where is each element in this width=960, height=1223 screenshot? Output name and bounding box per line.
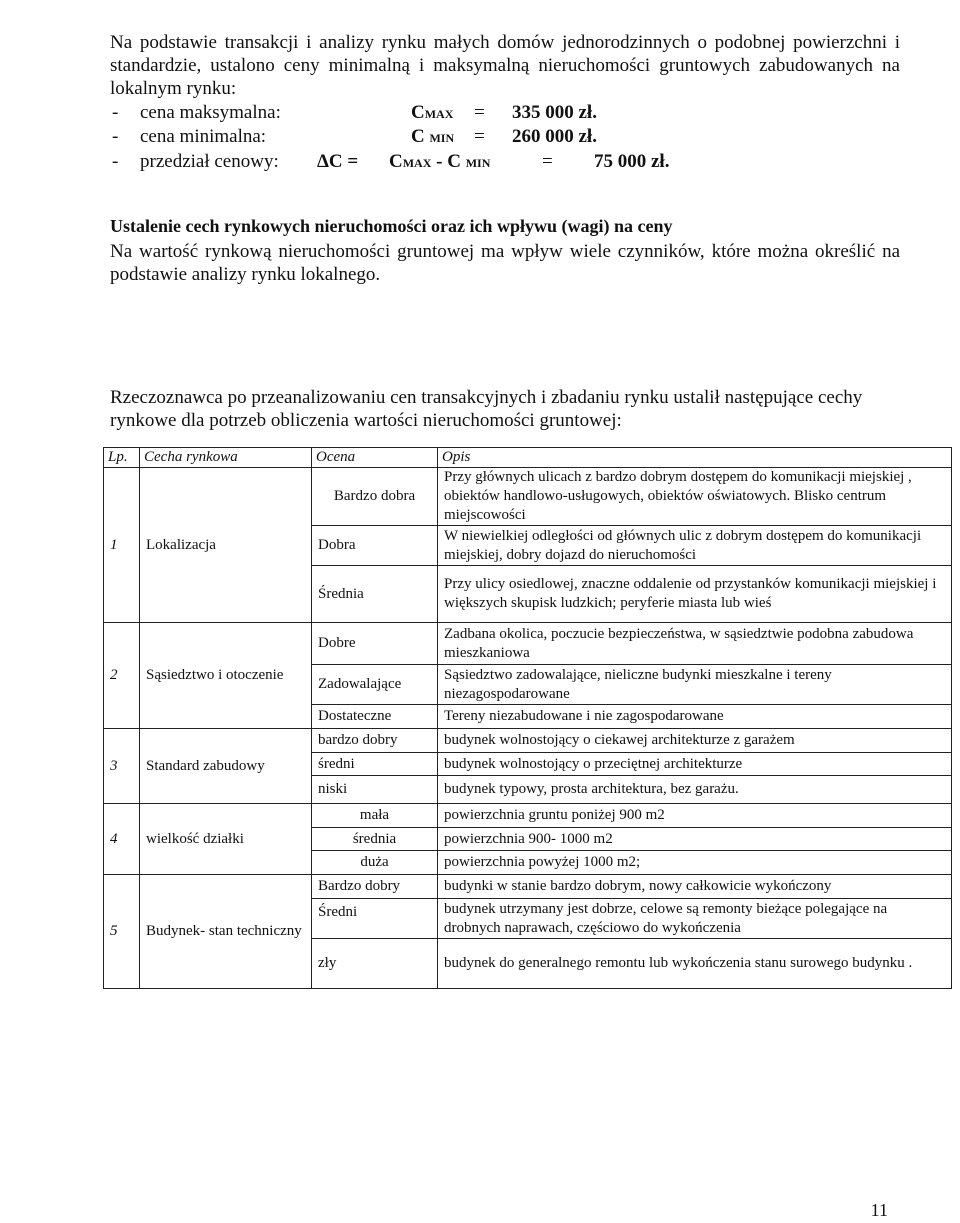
rating-cell: zły [312,939,438,989]
c-min-symbol: C MIN [411,126,455,147]
intro-paragraph: Na podstawie transakcji i analizy rynku małych domów jednorodzinnych o podobnej powierzchni i standardzie, ustalono ceny minimalną i maksymalną nieruchomości gruntowych zabudowanych na lokalnym rynku: [110,32,900,99]
section-paragraph: Na wartość rynkową nieruchomości gruntowej ma wpływ wiele czynników, które można określić na podstawie analizy rynku lokalnego. [110,241,900,285]
header-cecha: Cecha rynkowa [140,448,312,468]
rating-cell: Dobre [312,623,438,665]
feature-cell: wielkość działki [140,804,312,875]
rating-cell: Średnia [312,566,438,623]
rating-cell: Średni [312,899,438,939]
range-value: 75 000 zł. [594,151,670,172]
lp-cell: 4 [104,804,140,875]
rating-cell: Zadowalające [312,665,438,705]
feature-cell: Sąsiedztwo i otoczenie [140,623,312,729]
lp-cell: 3 [104,729,140,804]
description-cell: Zadbana okolica, poczucie bezpieczeństwa, w sąsiedztwie podobna zabudowa mieszkaniowa [438,623,952,665]
description-cell: budynek do generalnego remontu lub wykończenia stanu surowego budynku . [438,939,952,989]
description-cell: Przy głównych ulicach z bardzo dobrym dostępem do komunikacji miejskiej , obiektów handlowo-usługowych, obiektów oświatowych. Blisko centrum miejscowości [438,468,952,526]
bullet-label: cena maksymalna: [140,102,281,123]
delta-formula: CMAX - C MIN [389,151,491,172]
rating-cell: Dobra [312,526,438,566]
description-cell: Sąsiedztwo zadowalające, nieliczne budynki mieszkalne i tereny niezagospodarowane [438,665,952,705]
description-cell: budynek wolnostojący o przeciętnej architekturze [438,753,952,776]
description-cell: budynki w stanie bardzo dobrym, nowy całkowicie wykończony [438,875,952,899]
description-cell: powierzchnia powyżej 1000 m2; [438,851,952,875]
header-ocena: Ocena [312,448,438,468]
min-price-value: 260 000 zł. [512,126,597,147]
bullet-label: przedział cenowy: [140,151,279,172]
table-row [104,729,952,753]
rating-cell: bardzo dobry [312,729,438,753]
delta-c-symbol: ΔC = [317,151,359,172]
header-opis: Opis [438,448,952,468]
description-cell: W niewielkiej odległości od głównych ulic z dobrym dostępem do komunikacji miejskiej, dobry dojazd do nieruchomości [438,526,952,566]
rating-cell: niski [312,776,438,804]
lp-cell: 5 [104,875,140,989]
c-max-symbol: CMAX [411,102,454,123]
description-cell: budynek utrzymany jest dobrze, celowe są remonty bieżące polegające na drobnych naprawach, częściowo do wykończenia [438,899,952,939]
lp-cell: 1 [104,468,140,623]
header-lp: Lp. [104,448,140,468]
rating-cell: duża [312,851,438,875]
feature-cell: Standard zabudowy [140,729,312,804]
rating-cell: średnia [312,828,438,851]
feature-cell: Budynek- stan techniczny [140,875,312,989]
max-price-value: 335 000 zł. [512,102,597,123]
description-cell: powierzchnia 900- 1000 m2 [438,828,952,851]
page-number: 11 [870,1200,888,1220]
description-cell: Przy ulicy osiedlowej, znaczne oddalenie od przystanków komunikacji miejskiej i większych skupisk ludzkich; peryferie miasta lub wieś [438,566,952,623]
lp-cell: 2 [104,623,140,729]
expert-paragraph: Rzeczoznawca po przeanalizowaniu cen transakcyjnych i zbadaniu rynku ustalił następujące cechy rynkowe dla potrzeb obliczenia wartości nieruchomości gruntowej: [110,387,863,431]
feature-cell: Lokalizacja [140,468,312,623]
table-row [104,804,952,828]
table-row [104,468,952,526]
market-features-table [103,447,952,989]
rating-cell: Bardzo dobry [312,875,438,899]
description-cell: Tereny niezabudowane i nie zagospodarowane [438,705,952,729]
description-cell: budynek wolnostojący o ciekawej architekturze z garażem [438,729,952,753]
bullet-label: cena minimalna: [140,126,267,147]
description-cell: powierzchnia gruntu poniżej 900 m2 [438,804,952,828]
section-heading: Ustalenie cech rynkowych nieruchomości oraz ich wpływu (wagi) na ceny [110,216,673,236]
rating-cell: średni [312,753,438,776]
rating-cell: Dostateczne [312,705,438,729]
rating-cell: mała [312,804,438,828]
table-row [104,623,952,665]
table-header-row [104,448,952,468]
rating-cell: Bardzo dobra [312,468,438,526]
table-row [104,875,952,899]
description-cell: budynek typowy, prosta architektura, bez garażu. [438,776,952,804]
